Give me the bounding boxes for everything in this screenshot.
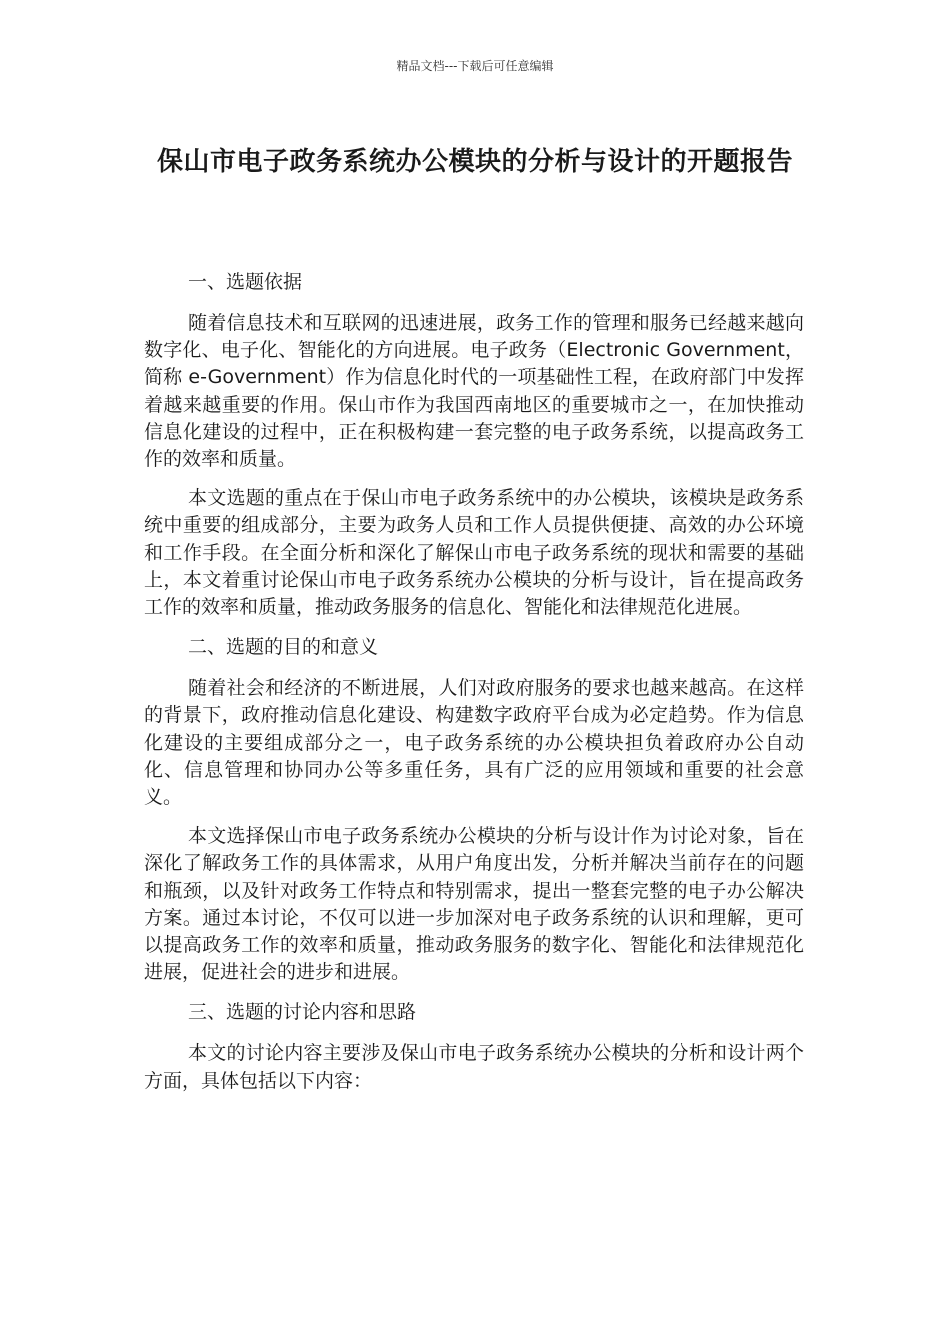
section-heading-1: 一、选题依据: [188, 271, 303, 293]
section-2-paragraph-1: 随着社会和经济的不断进展，人们对政府服务的要求也越来越高。在这样的背景下，政府推动信息化建设、构建数字政府平台成为必定趋势。作为信息化建设的主要组成部分之一，电子政务系统的办公模块担负着政府办公自动化、信息管理和协同办公等多重任务，具有广泛的应用领域和重要的社会意义。: [144, 677, 804, 809]
section-heading-3: 三、选题的讨论内容和思路: [188, 1001, 417, 1024]
page-title: 保山市电子政务系统办公模块的分析与设计的开题报告: [156, 147, 793, 177]
section-1-paragraph-2: 本文选题的重点在于保山市电子政务系统中的办公模块，该模块是政务系统中重要的组成部分，主要为政务人员和工作人员提供便捷、高效的办公环境和工作手段。在全面分析和深化了解保山市电子政务系统的现状和需要的基础上，本文着重讨论保山市电子政务系统办公模块的分析与设计，旨在提高政务工作的效率和质量，推动政务服务的信息化、智能化和法律规范化进展。: [144, 487, 804, 619]
section-3-paragraph-1: 本文的讨论内容主要涉及保山市电子政务系统办公模块的分析和设计两个方面，具体包括以下内容：: [144, 1042, 804, 1092]
section-heading-2: 二、选题的目的和意义: [188, 636, 379, 659]
header-note: 精品文档---下载后可任意编辑: [396, 59, 554, 73]
document-body: [144, 268, 804, 1107]
section-1-paragraph-1: 随着信息技术和互联网的迅速进展，政务工作的管理和服务已经越来越向数字化、电子化、智能化的方向进展。电子政务（Electronic Government，简称 e-Government）作为信息化时代的一项基础性工程，在政府部门中发挥着越来越重要的作用。保山市作为我国西南地区的重要城市之一，在加快推动信息化建设的过程中，正在积极构建一套完整的电子政务系统，以提高政务工作的效率和质量。: [144, 312, 804, 471]
section-2-paragraph-2: 本文选择保山市电子政务系统办公模块的分析与设计作为讨论对象，旨在深化了解政务工作的具体需求，从用户角度出发，分析并解决当前存在的问题和瓶颈，以及针对政务工作特点和特别需求，提出一整套完整的电子办公解决方案。通过本讨论，不仅可以进一步加深对电子政务系统的认识和理解，更可以提高政务工作的效率和质量，推动政务服务的数字化、智能化和法律规范化进展，促进社会的进步和进展。: [144, 825, 804, 984]
